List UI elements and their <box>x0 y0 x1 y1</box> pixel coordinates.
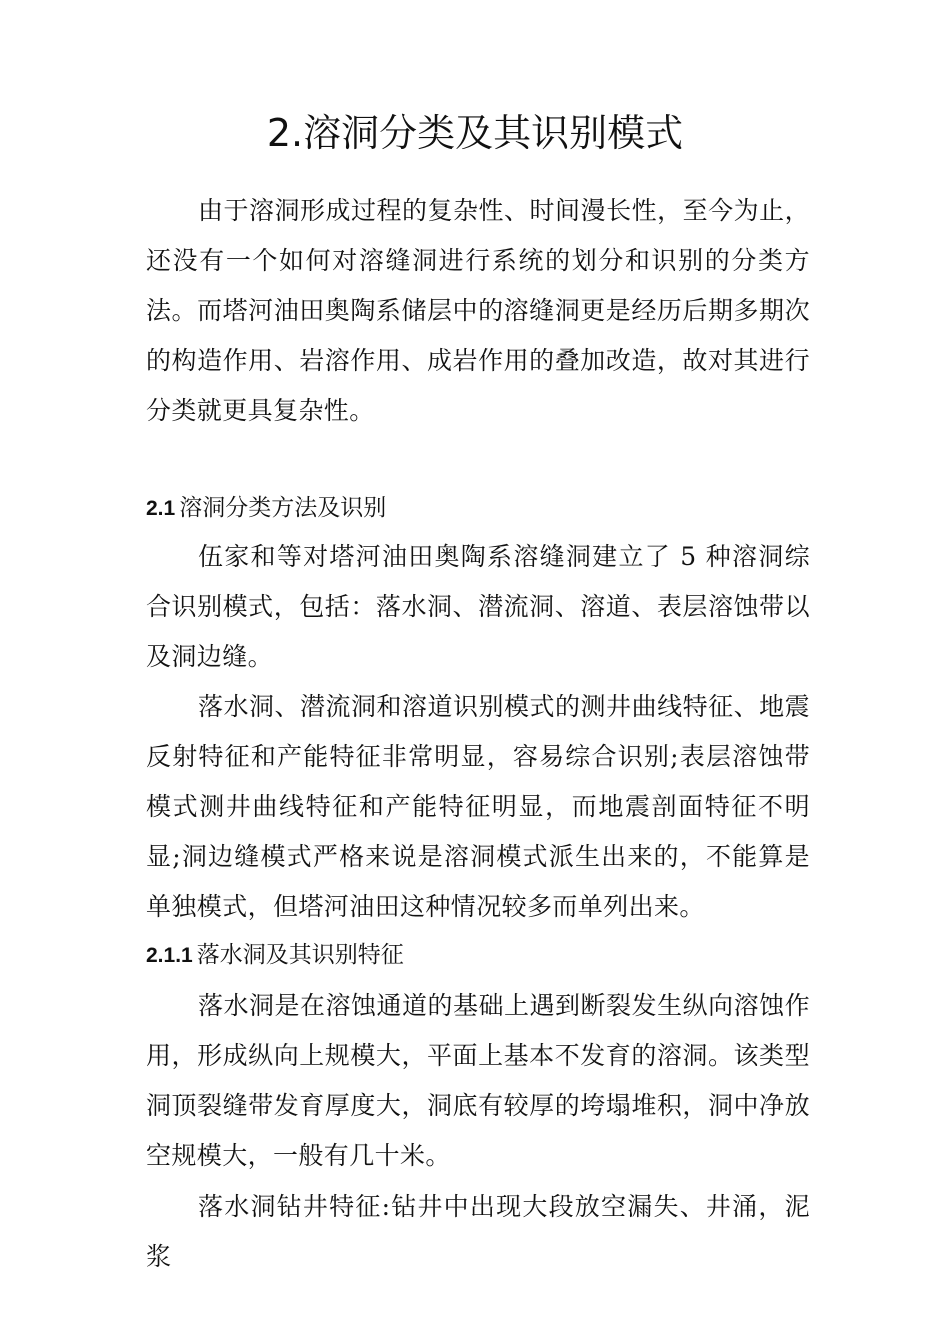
intro-paragraph: 由于溶洞形成过程的复杂性、时间漫长性，至今为止，还没有一个如何对溶缝洞进行系统的划分和识别的分类方法。而塔河油田奥陶系储层中的溶缝洞更是经历后期多期次的构造作用、岩溶作用、成岩作用的叠加改造，故对其进行分类就更具复杂性。 <box>146 196 810 425</box>
section-2-1-paragraph-2: 落水洞、潜流洞和溶道识别模式的测井曲线特征、地震反射特征和产能特征非常明显，容易综合识别;表层溶蚀带模式测井曲线特征和产能特征明显，而地震剖面特征不明显;洞边缝模式严格来说是溶洞模式派生出来的，不能算是单独模式，但塔河油田这种情况较多而单列出来。 <box>146 692 810 921</box>
section-title: 溶洞分类方法及识别 <box>179 495 387 521</box>
section-2-1-paragraph-1: 伍家和等对塔河油田奥陶系溶缝洞建立了 5 种溶洞综合识别模式，包括：落水洞、潜流洞、溶道、表层溶蚀带以及洞边缝。 <box>146 542 810 671</box>
section-2-1-1-paragraph-1: 落水洞是在溶蚀通道的基础上遇到断裂发生纵向溶蚀作用，形成纵向上规模大，平面上基本不发育的溶洞。该类型洞顶裂缝带发育厚度大，洞底有较厚的垮塌堆积，洞中净放空规模大，一般有几十米。 <box>146 991 810 1170</box>
section-number: 2.1.1 <box>146 944 193 967</box>
section-heading-2-1 <box>146 487 810 529</box>
document-title: 2.溶洞分类及其识别模式 <box>266 111 684 155</box>
section-heading-2-1-1 <box>146 934 810 976</box>
section-number: 2.1 <box>146 497 176 520</box>
section-2-1-1-paragraph-2: 落水洞钻井特征:钻井中出现大段放空漏失、井涌，泥浆 <box>146 1192 810 1271</box>
section-title: 落水洞及其识别特征 <box>196 942 404 968</box>
